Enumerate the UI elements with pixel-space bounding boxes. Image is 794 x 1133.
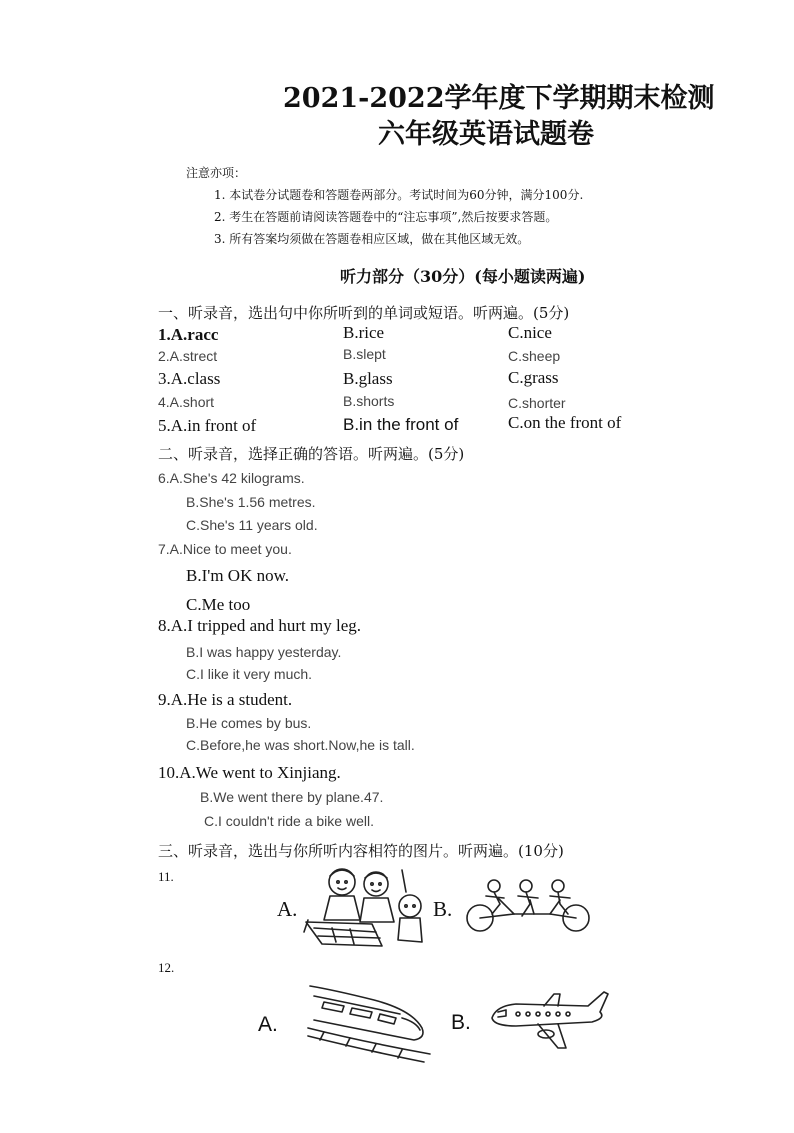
train-picture[interactable] — [304, 984, 438, 1062]
q8-option-a: 8.A.I tripped and hurt my leg. — [158, 616, 362, 635]
q1-option-c: C.nice — [508, 323, 552, 342]
exam-title: 2021-2022学年度下学期期末检测 — [283, 83, 715, 114]
q4-option-a: 4.A.short — [158, 394, 215, 410]
q10-option-b: B.We went there by plane.47. — [200, 789, 384, 805]
q5-option-c: C.on the front of — [508, 413, 622, 432]
section2-heading: 二、听录音，选择正确的答语。听两遍。(5分) — [158, 445, 465, 463]
q9-option-c: C.Before,he was short.Now,he is tall. — [186, 737, 415, 753]
q6-option-b: B.She's 1.56 metres. — [186, 494, 316, 510]
listening-section-header: 听力部分（30分）(每小题读两遍) — [340, 267, 586, 286]
q3-option-c: C.grass — [508, 368, 559, 387]
q2-option-b: B.slept — [343, 346, 386, 362]
q8-option-b: B.I was happy yesterday. — [186, 644, 342, 660]
exam-subtitle: 六年级英语试题卷 — [378, 119, 594, 150]
q1-option-b: B.rice — [343, 323, 385, 342]
q2-option-c: C.sheep — [508, 348, 561, 364]
q9-option-a: 9.A.He is a student. — [158, 690, 293, 709]
q11-number: 11. — [158, 869, 174, 884]
q4-option-b: B.shorts — [343, 393, 395, 409]
q11-option-a-label: A. — [277, 897, 298, 921]
note-item-2: 2. 考生在答题前请阅读答题卷中的“注忘事项”,然后按要求答题。 — [214, 210, 558, 224]
q6-option-c: C.She's 11 years old. — [186, 517, 318, 533]
q9-option-b: B.He comes by bus. — [186, 715, 312, 731]
q6-option-a: 6.A.She's 42 kilograms. — [158, 470, 305, 486]
q12-option-a-label: A. — [258, 1013, 278, 1036]
q10-option-c: C.I couldn't ride a bike well. — [204, 813, 374, 829]
q7-option-a: 7.A.Nice to meet you. — [158, 541, 292, 557]
picnic-picture[interactable] — [302, 862, 430, 948]
q2-option-a: 2.A.strect — [158, 348, 218, 364]
q5-option-a: 5.A.in front of — [158, 416, 257, 435]
q7-option-b: B.I'm OK now. — [186, 566, 290, 585]
notes-heading: 注意亦项： — [186, 166, 247, 180]
q1-option-a: 1.A.racc — [158, 325, 219, 344]
q3-option-b: B.glass — [343, 369, 393, 388]
q3-option-a: 3.A.class — [158, 369, 221, 388]
q5-option-b: B.in the front of — [343, 415, 459, 434]
q8-option-c: C.I like it very much. — [186, 666, 313, 682]
q7-option-c: C.Me too — [186, 595, 251, 614]
q10-option-a: 10.A.We went to Xinjiang. — [158, 763, 341, 782]
airplane-picture[interactable] — [488, 990, 612, 1052]
q12-number: 12. — [158, 960, 175, 975]
section3-heading: 三、听录音，选出与你所听内容相符的图片。听两遍。(10分) — [158, 842, 564, 860]
q11-option-b-label: B. — [433, 897, 453, 921]
section1-heading: 一、听录音，选出句中你所听到的单词或短语。听两遍。(5分) — [158, 304, 570, 322]
note-item-3: 3. 所有答案均须做在答题卷相应区域，做在其他区域无效。 — [214, 232, 530, 246]
note-item-1: 1. 本试卷分试题卷和答题卷两部分。考试时间为60分钟，满分100分. — [214, 188, 584, 202]
q12-option-b-label: B. — [451, 1011, 471, 1034]
q4-option-c: C.shorter — [508, 395, 566, 411]
tandem-bicycle-picture[interactable] — [464, 874, 594, 936]
